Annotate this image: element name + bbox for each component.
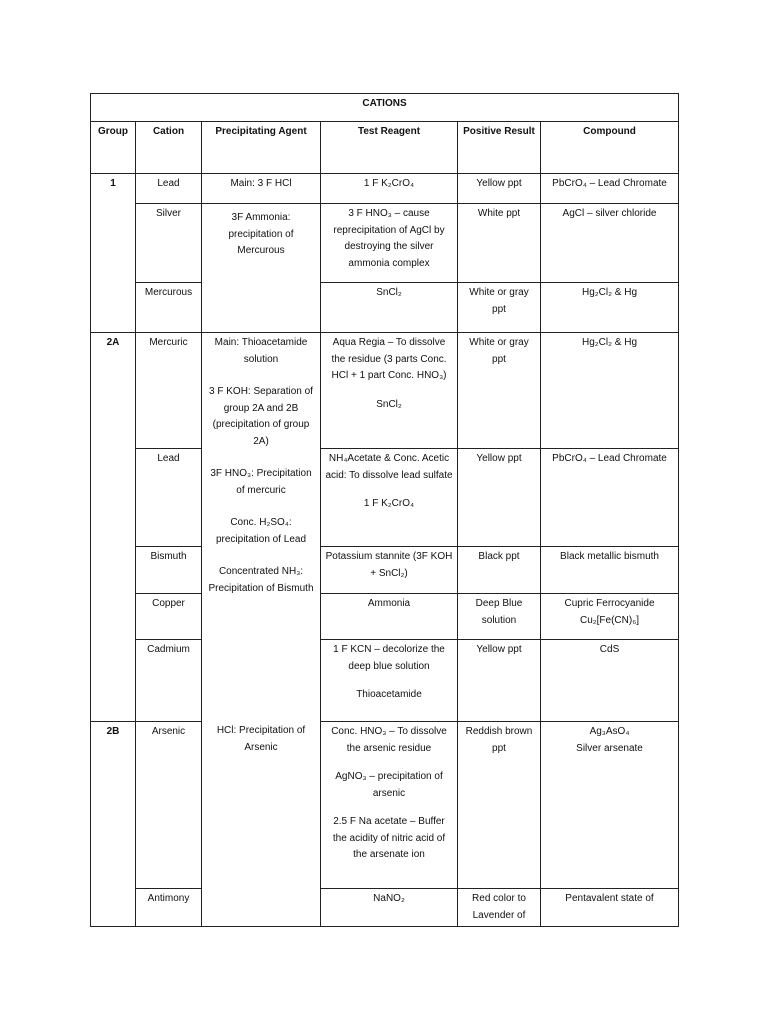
table-row xyxy=(91,547,679,594)
result-cell: White or gray ppt xyxy=(458,333,541,449)
compound-cell xyxy=(541,722,679,889)
header-row xyxy=(91,122,679,174)
group-cell: 2B xyxy=(91,722,136,927)
cation-cell: Silver xyxy=(136,204,202,283)
reagent-line: 2.5 F Na acetate – Buffer the acidity of nitric acid of the arsenate ion xyxy=(332,816,446,860)
agent-line: Main: Thioacetamide solution xyxy=(214,337,308,365)
header-precipitating-agent: Precipitating Agent xyxy=(202,122,321,174)
cation-cell: Antimony xyxy=(136,889,202,927)
compound-cell: CdS xyxy=(541,640,679,722)
result-cell: Yellow ppt xyxy=(458,174,541,204)
group-cell: 2A xyxy=(91,333,136,722)
header-compound: Compound xyxy=(541,122,679,174)
compound-line: Cupric Ferrocyanide xyxy=(564,598,655,609)
cation-cell: Copper xyxy=(136,594,202,640)
result-cell: White ppt xyxy=(458,204,541,283)
reagent-cell xyxy=(321,640,458,722)
reagent-cell: Potassium stannite (3F KOH + SnCl₂) xyxy=(321,547,458,594)
compound-cell: PbCrO₄ – Lead Chromate xyxy=(541,174,679,204)
reagent-line: Aqua Regia – To dissolve the residue (3 parts Conc. HCl + 1 part Conc. HNO₃) xyxy=(331,337,447,381)
compound-line: Cu₂[Fe(CN)₆] xyxy=(579,614,640,626)
compound-cell: PbCrO₄ – Lead Chromate xyxy=(541,449,679,547)
cations-table xyxy=(90,93,679,927)
reagent-line: 1 F KCN – decolorize the deep blue solution xyxy=(333,644,445,672)
compound-line: Silver arsenate xyxy=(576,742,643,754)
result-cell: Yellow ppt xyxy=(458,640,541,722)
reagent-cell: 3 F HNO₃ – cause reprecipitation of AgCl by destroying the silver ammonia complex xyxy=(321,204,458,283)
table-row xyxy=(91,333,679,449)
compound-line: Ag₃AsO₄ xyxy=(589,726,630,737)
table-row xyxy=(91,204,679,283)
compound-cell: AgCl – silver chloride xyxy=(541,204,679,283)
header-group: Group xyxy=(91,122,136,174)
reagent-cell: 1 F K₂CrO₄ xyxy=(321,174,458,204)
reagent-line: AgNO₃ – precipitation of arsenic xyxy=(335,771,443,799)
compound-cell: Hg₂Cl₂ & Hg xyxy=(541,333,679,449)
compound-cell: Black metallic bismuth xyxy=(541,547,679,594)
reagent-cell xyxy=(321,722,458,889)
table-row xyxy=(91,889,679,927)
table-title: CATIONS xyxy=(91,94,679,122)
table-row xyxy=(91,594,679,640)
result-cell: White or gray ppt xyxy=(458,283,541,333)
reagent-cell xyxy=(321,449,458,547)
agent-line: Concentrated NH₃: Precipitation of Bismuth xyxy=(208,566,314,594)
reagent-line: Thioacetamide xyxy=(356,689,422,700)
agent-cell: 3F Ammonia: precipitation of Mercurous xyxy=(202,204,321,333)
compound-cell: Hg₂Cl₂ & Hg xyxy=(541,283,679,333)
header-positive-result: Positive Result xyxy=(458,122,541,174)
cation-cell: Lead xyxy=(136,174,202,204)
agent-line: Conc. H₂SO₄: precipitation of Lead xyxy=(215,517,307,545)
compound-cell: Pentavalent state of xyxy=(541,889,679,927)
cation-cell: Mercurous xyxy=(136,283,202,333)
table-row xyxy=(91,174,679,204)
compound-cell xyxy=(541,594,679,640)
table-row xyxy=(91,722,679,889)
table-row xyxy=(91,640,679,722)
result-cell: Black ppt xyxy=(458,547,541,594)
reagent-cell: NaNO₂ xyxy=(321,889,458,927)
result-cell: Deep Blue solution xyxy=(458,594,541,640)
table-row xyxy=(91,283,679,333)
reagent-line: 1 F K₂CrO₄ xyxy=(363,498,415,509)
table-row xyxy=(91,449,679,547)
header-cation: Cation xyxy=(136,122,202,174)
agent-line: HCl: Precipitation of Arsenic xyxy=(216,725,306,753)
agent-line: 3F HNO₃: Precipitation of mercuric xyxy=(210,468,312,496)
cation-cell: Mercuric xyxy=(136,333,202,449)
group-cell: 1 xyxy=(91,174,136,333)
cation-cell: Arsenic xyxy=(136,722,202,889)
agent-cell xyxy=(202,333,321,927)
cation-cell: Lead xyxy=(136,449,202,547)
cation-cell: Bismuth xyxy=(136,547,202,594)
reagent-line: SnCl₂ xyxy=(376,398,402,410)
result-cell: Yellow ppt xyxy=(458,449,541,547)
header-test-reagent: Test Reagent xyxy=(321,122,458,174)
result-cell: Red color to Lavender of xyxy=(458,889,541,927)
reagent-cell xyxy=(321,333,458,449)
cation-cell: Cadmium xyxy=(136,640,202,722)
agent-cell: Main: 3 F HCl xyxy=(202,174,321,204)
result-cell: Reddish brown ppt xyxy=(458,722,541,889)
reagent-cell: Ammonia xyxy=(321,594,458,640)
agent-line: 3 F KOH: Separation of group 2A and 2B (precipitation of group 2A) xyxy=(209,386,313,447)
reagent-cell: SnCl₂ xyxy=(321,283,458,333)
reagent-line: NH₄Acetate & Conc. Acetic acid: To dissolve lead sulfate xyxy=(325,453,453,481)
reagent-line: Conc. HNO₃ – To dissolve the arsenic residue xyxy=(331,726,447,754)
